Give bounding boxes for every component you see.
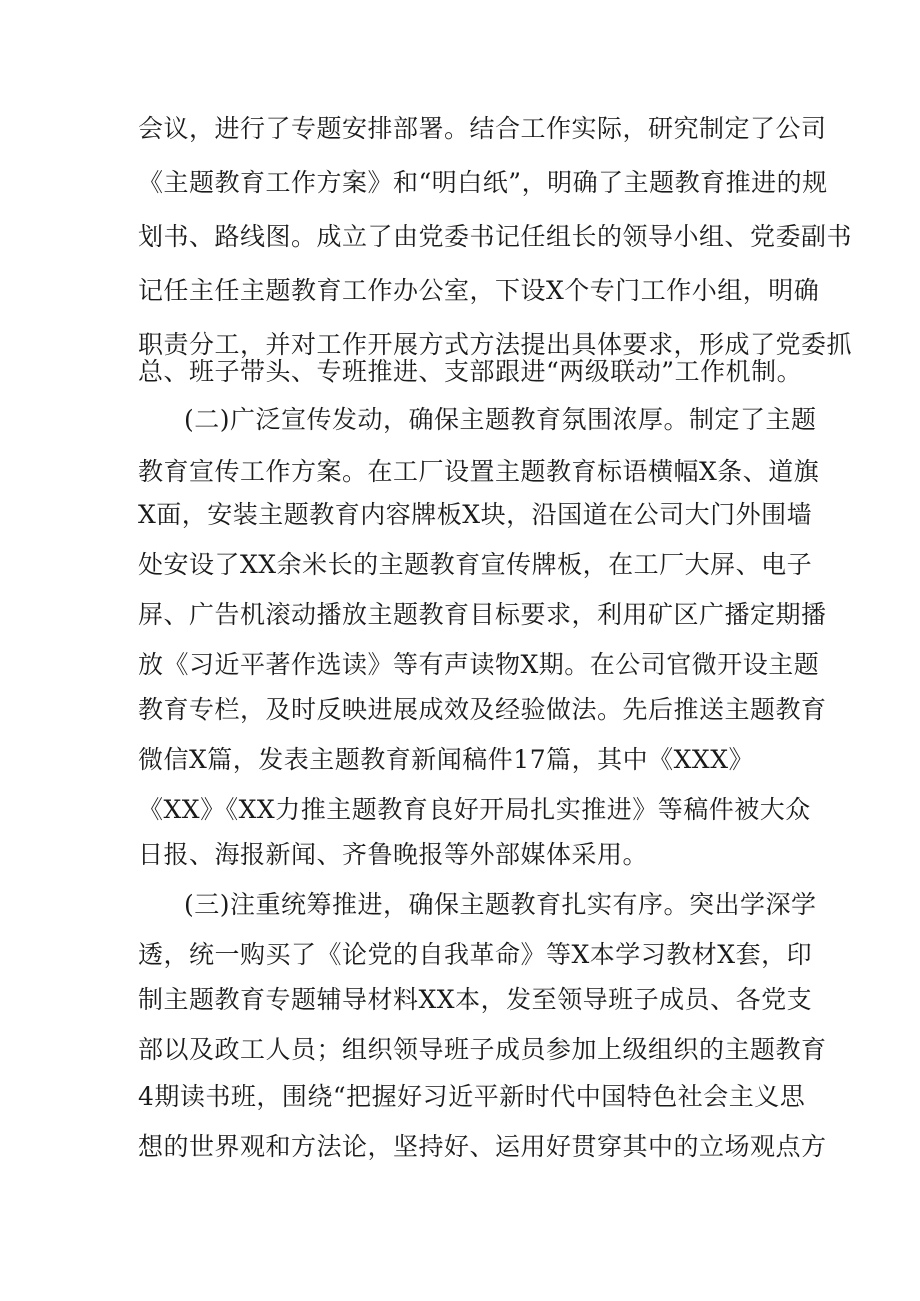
section-heading-3: (三)注重统筹推进，确保主题教育扎实有序。突出学深学 xyxy=(184,890,817,919)
text-line: 职责分工，并对工作开展方式方法提出具体要求，形成了党委抓 xyxy=(138,330,853,359)
text-line: 想的世界观和方法论，坚持好、运用好贯穿其中的立场观点方 xyxy=(138,1132,827,1161)
text-line: 4期读书班，围绕“把握好习近平新时代中国特色社会主义思 xyxy=(138,1082,806,1111)
text-line: 日报、海报新闻、齐鲁晚报等外部媒体采用。 xyxy=(138,840,649,869)
text-line: 处安设了XX余米长的主题教育宣传牌板，在工厂大屏、电子 xyxy=(138,550,813,579)
text-line: 微信X篇，发表主题教育新闻稿件17篇，其中《XXX》 xyxy=(138,745,755,774)
text-line: 记任主任主题教育工作办公室，下设X个专门工作小组，明确 xyxy=(138,276,820,305)
text-line: 部以及政工人员；组织领导班子成员参加上级组织的主题教育 xyxy=(138,1035,827,1064)
text-line: 教育宣传工作方案。在工厂设置主题教育标语横幅X条、道旗 xyxy=(138,457,820,486)
text-line: X面，安装主题教育内容牌板X块，沿国道在公司大门外围墙 xyxy=(138,500,813,529)
text-line: 《主题教育工作方案》和“明白纸”，明确了主题教育推进的规 xyxy=(138,168,828,197)
text-line: 透，统一购买了《论党的自我革命》等X本学习教材X套，印 xyxy=(138,940,813,969)
text-line: 会议，进行了专题安排部署。结合工作实际，研究制定了公司 xyxy=(138,114,827,143)
section-heading-2: (二)广泛宣传发动，确保主题教育氛围浓厚。制定了主题 xyxy=(184,405,817,434)
text-line: 制主题教育专题辅导材料XX本，发至领导班子成员、各党支 xyxy=(138,985,813,1014)
text-line: 放《习近平著作选读》等有声读物X期。在公司官微开设主题 xyxy=(138,650,820,679)
text-line: 总、班子带头、专班推进、支部跟进“两级联动”工作机制。 xyxy=(138,357,803,386)
text-line: 《XX》《XX力推主题教育良好开局扎实推进》等稿件被大众 xyxy=(138,795,811,824)
text-line: 教育专栏，及时反映进展成效及经验做法。先后推送主题教育 xyxy=(138,695,827,724)
text-line: 划书、路线图。成立了由党委书记任组长的领导小组、党委副书 xyxy=(138,222,853,251)
text-line: 屏、广告机滚动播放主题教育目标要求，利用矿区广播定期播 xyxy=(138,600,827,629)
